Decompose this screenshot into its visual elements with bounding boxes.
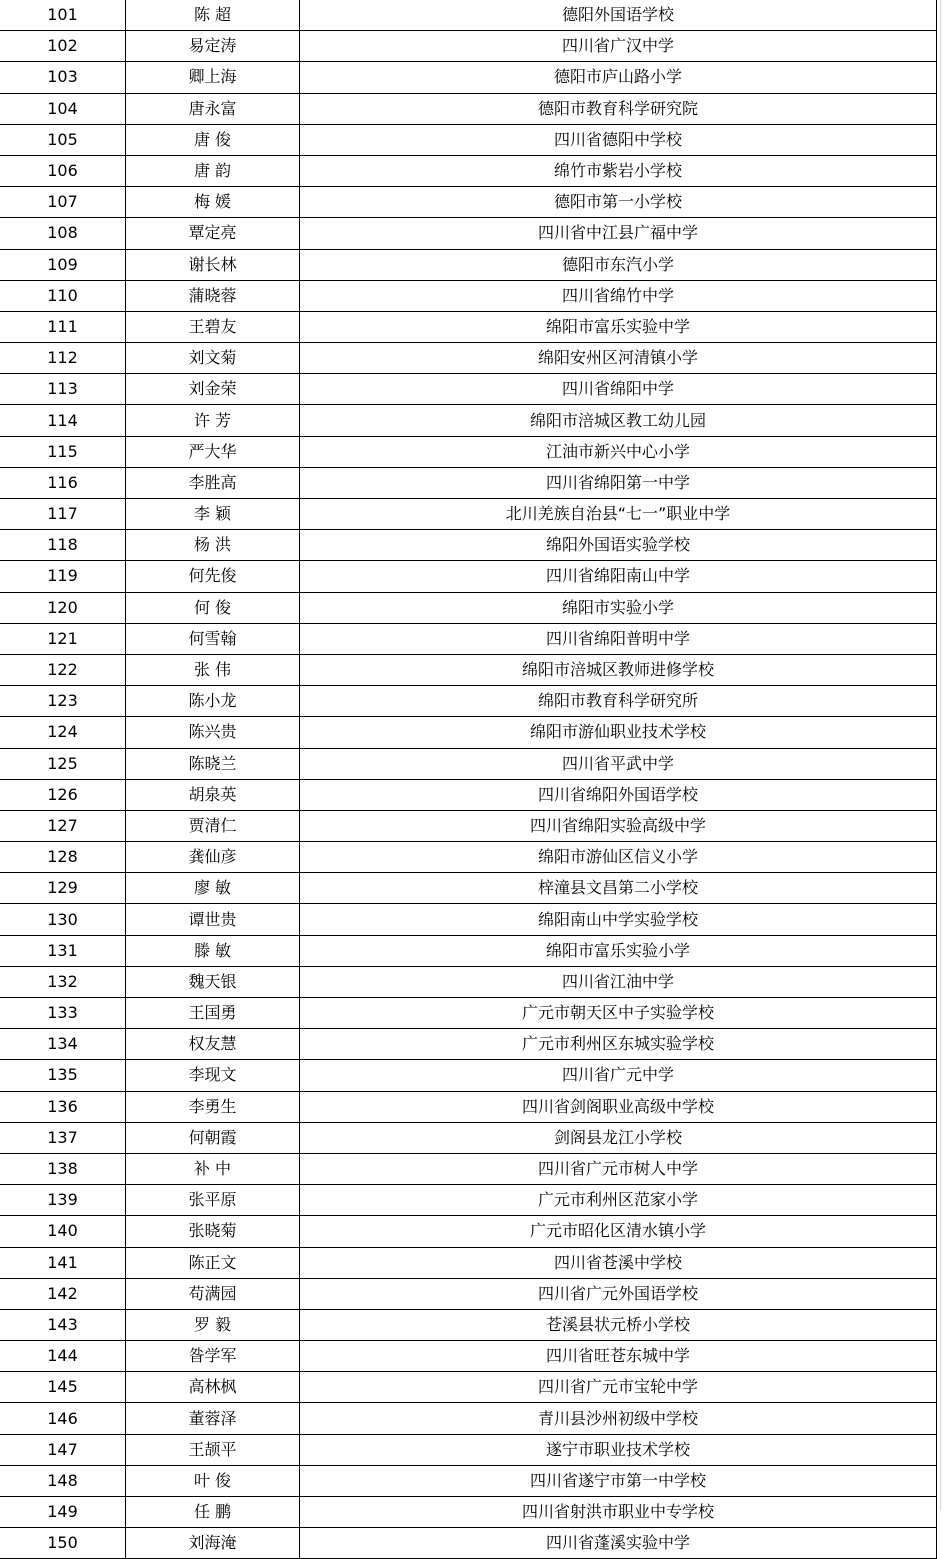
person-name-cell: 贾清仁 — [126, 810, 300, 841]
table-row — [0, 1153, 937, 1184]
row-number-cell: 126 — [0, 779, 126, 810]
person-name-cell: 张晓菊 — [126, 1216, 300, 1247]
organization-cell: 绵阳市涪城区教师进修学校 — [300, 654, 937, 685]
organization-cell: 遂宁市职业技术学校 — [300, 1434, 937, 1465]
table-row — [0, 93, 937, 124]
row-number-cell: 139 — [0, 1185, 126, 1216]
person-name-cell: 李胜高 — [126, 467, 300, 498]
scroll-gutter — [937, 0, 945, 1511]
organization-cell: 广元市利州区范家小学 — [300, 1185, 937, 1216]
organization-cell: 四川省遂宁市第一中学校 — [300, 1465, 937, 1496]
organization-cell: 绵阳市游仙区信义小学 — [300, 842, 937, 873]
organization-cell: 绵阳外国语实验学校 — [300, 530, 937, 561]
person-name-cell: 覃定亮 — [126, 218, 300, 249]
row-number-cell: 102 — [0, 31, 126, 62]
person-name-cell: 廖 敏 — [126, 873, 300, 904]
table-row — [0, 155, 937, 186]
organization-cell: 绵阳市实验小学 — [300, 592, 937, 623]
table-row — [0, 561, 937, 592]
person-name-cell: 何雪翰 — [126, 623, 300, 654]
table-row — [0, 842, 937, 873]
row-number-cell: 121 — [0, 623, 126, 654]
person-name-cell: 补 中 — [126, 1153, 300, 1184]
person-name-cell: 魏天银 — [126, 966, 300, 997]
table-row — [0, 1528, 937, 1559]
row-number-cell: 147 — [0, 1434, 126, 1465]
organization-cell: 德阳市第一小学校 — [300, 187, 937, 218]
table-row — [0, 124, 937, 155]
row-number-cell: 101 — [0, 0, 126, 31]
row-number-cell: 107 — [0, 187, 126, 218]
row-number-cell: 127 — [0, 810, 126, 841]
person-name-cell: 梅 媛 — [126, 187, 300, 218]
person-name-cell: 李勇生 — [126, 1091, 300, 1122]
row-number-cell: 113 — [0, 374, 126, 405]
row-number-cell: 146 — [0, 1403, 126, 1434]
person-name-cell: 叶 俊 — [126, 1465, 300, 1496]
table-row — [0, 1185, 937, 1216]
row-number-cell: 140 — [0, 1216, 126, 1247]
table-row — [0, 779, 937, 810]
table-row — [0, 1465, 937, 1496]
row-number-cell: 111 — [0, 311, 126, 342]
row-number-cell: 104 — [0, 93, 126, 124]
row-number-cell: 149 — [0, 1497, 126, 1528]
organization-cell: 四川省绵阳外国语学校 — [300, 779, 937, 810]
organization-cell: 四川省江油中学 — [300, 966, 937, 997]
row-number-cell: 105 — [0, 124, 126, 155]
person-name-cell: 唐 韵 — [126, 155, 300, 186]
table-row — [0, 405, 937, 436]
person-name-cell: 刘金荣 — [126, 374, 300, 405]
organization-cell: 四川省绵阳中学 — [300, 374, 937, 405]
table-row — [0, 1434, 937, 1465]
row-number-cell: 128 — [0, 842, 126, 873]
row-number-cell: 119 — [0, 561, 126, 592]
row-number-cell: 135 — [0, 1060, 126, 1091]
person-name-cell: 李现文 — [126, 1060, 300, 1091]
table-row — [0, 1341, 937, 1372]
person-name-cell: 陈正文 — [126, 1247, 300, 1278]
row-number-cell: 125 — [0, 748, 126, 779]
table-row — [0, 966, 937, 997]
organization-cell: 四川省绵竹中学 — [300, 280, 937, 311]
row-number-cell: 141 — [0, 1247, 126, 1278]
organization-cell: 绵阳市涪城区教工幼儿园 — [300, 405, 937, 436]
row-number-cell: 115 — [0, 436, 126, 467]
person-name-cell: 滕 敏 — [126, 935, 300, 966]
table-row — [0, 748, 937, 779]
table-row — [0, 1278, 937, 1309]
person-name-cell: 罗 毅 — [126, 1309, 300, 1340]
row-number-cell: 120 — [0, 592, 126, 623]
row-number-cell: 142 — [0, 1278, 126, 1309]
row-number-cell: 129 — [0, 873, 126, 904]
person-name-cell: 王碧友 — [126, 311, 300, 342]
row-number-cell: 103 — [0, 62, 126, 93]
table-row — [0, 499, 937, 530]
row-number-cell: 130 — [0, 904, 126, 935]
organization-cell: 四川省广元市树人中学 — [300, 1153, 937, 1184]
row-number-cell: 109 — [0, 249, 126, 280]
organization-cell: 四川省德阳中学校 — [300, 124, 937, 155]
person-name-cell: 王国勇 — [126, 998, 300, 1029]
organization-cell: 青川县沙州初级中学校 — [300, 1403, 937, 1434]
person-name-cell: 刘文菊 — [126, 343, 300, 374]
person-name-cell: 卿上海 — [126, 62, 300, 93]
person-name-cell: 刘海淹 — [126, 1528, 300, 1559]
table-row — [0, 31, 937, 62]
row-number-cell: 143 — [0, 1309, 126, 1340]
table-row — [0, 1091, 937, 1122]
organization-cell: 四川省平武中学 — [300, 748, 937, 779]
row-number-cell: 150 — [0, 1528, 126, 1559]
table-row — [0, 623, 937, 654]
person-name-cell: 高林枫 — [126, 1372, 300, 1403]
organization-cell: 德阳市庐山路小学 — [300, 62, 937, 93]
organization-cell: 四川省广元外国语学校 — [300, 1278, 937, 1309]
table-row — [0, 904, 937, 935]
person-name-cell: 苟满园 — [126, 1278, 300, 1309]
row-number-cell: 136 — [0, 1091, 126, 1122]
table-row — [0, 530, 937, 561]
person-name-cell: 任 鹏 — [126, 1497, 300, 1528]
table-row — [0, 810, 937, 841]
table-row — [0, 1497, 937, 1528]
organization-cell: 四川省蓬溪实验中学 — [300, 1528, 937, 1559]
table-row — [0, 1309, 937, 1340]
table-row — [0, 654, 937, 685]
row-number-cell: 132 — [0, 966, 126, 997]
person-name-cell: 李 颖 — [126, 499, 300, 530]
table-row — [0, 187, 937, 218]
table-row — [0, 1372, 937, 1403]
row-number-cell: 108 — [0, 218, 126, 249]
table-row — [0, 0, 937, 31]
table-row — [0, 592, 937, 623]
person-name-cell: 陈兴贵 — [126, 717, 300, 748]
organization-cell: 德阳市教育科学研究院 — [300, 93, 937, 124]
row-number-cell: 110 — [0, 280, 126, 311]
organization-cell: 四川省苍溪中学校 — [300, 1247, 937, 1278]
organization-cell: 四川省广元中学 — [300, 1060, 937, 1091]
table-row — [0, 62, 937, 93]
organization-cell: 绵竹市紫岩小学校 — [300, 155, 937, 186]
person-name-cell: 许 芳 — [126, 405, 300, 436]
organization-cell: 四川省绵阳南山中学 — [300, 561, 937, 592]
organization-cell: 广元市利州区东城实验学校 — [300, 1029, 937, 1060]
person-name-cell: 胡泉英 — [126, 779, 300, 810]
table-row — [0, 280, 937, 311]
organization-cell: 四川省广汉中学 — [300, 31, 937, 62]
organization-cell: 广元市昭化区清水镇小学 — [300, 1216, 937, 1247]
person-name-cell: 蒲晓蓉 — [126, 280, 300, 311]
table-row — [0, 467, 937, 498]
organization-cell: 四川省旺苍东城中学 — [300, 1341, 937, 1372]
organization-cell: 绵阳市游仙职业技术学校 — [300, 717, 937, 748]
person-name-cell: 龚仙彦 — [126, 842, 300, 873]
table-row — [0, 311, 937, 342]
row-number-cell: 118 — [0, 530, 126, 561]
person-name-cell: 杨 洪 — [126, 530, 300, 561]
table-row — [0, 873, 937, 904]
organization-cell: 江油市新兴中心小学 — [300, 436, 937, 467]
row-number-cell: 148 — [0, 1465, 126, 1496]
organization-cell: 绵阳市教育科学研究所 — [300, 686, 937, 717]
table-row — [0, 218, 937, 249]
row-number-cell: 117 — [0, 499, 126, 530]
organization-cell: 四川省广元市宝轮中学 — [300, 1372, 937, 1403]
row-number-cell: 124 — [0, 717, 126, 748]
table-row — [0, 1122, 937, 1153]
table-row — [0, 436, 937, 467]
row-number-cell: 122 — [0, 654, 126, 685]
organization-cell: 绵阳市富乐实验中学 — [300, 311, 937, 342]
person-name-cell: 王颉平 — [126, 1434, 300, 1465]
row-number-cell: 144 — [0, 1341, 126, 1372]
organization-cell: 北川羌族自治县“七一”职业中学 — [300, 499, 937, 530]
person-name-cell: 谭世贵 — [126, 904, 300, 935]
person-name-cell: 张平原 — [126, 1185, 300, 1216]
person-name-cell: 谢长林 — [126, 249, 300, 280]
table-row — [0, 1060, 937, 1091]
row-number-cell: 138 — [0, 1153, 126, 1184]
organization-cell: 梓潼县文昌第二小学校 — [300, 873, 937, 904]
row-number-cell: 106 — [0, 155, 126, 186]
table-row — [0, 717, 937, 748]
table-row — [0, 1029, 937, 1060]
organization-cell: 四川省绵阳实验高级中学 — [300, 810, 937, 841]
organization-cell: 绵阳市富乐实验小学 — [300, 935, 937, 966]
row-number-cell: 123 — [0, 686, 126, 717]
organization-cell: 四川省绵阳第一中学 — [300, 467, 937, 498]
organization-cell: 四川省射洪市职业中专学校 — [300, 1497, 937, 1528]
table-row — [0, 374, 937, 405]
row-number-cell: 137 — [0, 1122, 126, 1153]
person-name-cell: 何 俊 — [126, 592, 300, 623]
row-number-cell: 133 — [0, 998, 126, 1029]
person-name-cell: 严大华 — [126, 436, 300, 467]
organization-cell: 德阳外国语学校 — [300, 0, 937, 31]
organization-cell: 四川省绵阳普明中学 — [300, 623, 937, 654]
row-number-cell: 134 — [0, 1029, 126, 1060]
row-number-cell: 131 — [0, 935, 126, 966]
person-name-cell: 陈 超 — [126, 0, 300, 31]
organization-cell: 广元市朝天区中子实验学校 — [300, 998, 937, 1029]
person-name-cell: 何先俊 — [126, 561, 300, 592]
table-row — [0, 1247, 937, 1278]
person-name-cell: 昝学军 — [126, 1341, 300, 1372]
person-name-cell: 陈晓兰 — [126, 748, 300, 779]
person-name-cell: 董蓉泽 — [126, 1403, 300, 1434]
person-name-cell: 张 伟 — [126, 654, 300, 685]
table-row — [0, 998, 937, 1029]
row-number-cell: 145 — [0, 1372, 126, 1403]
organization-cell: 四川省剑阁职业高级中学校 — [300, 1091, 937, 1122]
organization-cell: 四川省中江县广福中学 — [300, 218, 937, 249]
table-row — [0, 343, 937, 374]
organization-cell: 剑阁县龙江小学校 — [300, 1122, 937, 1153]
person-name-cell: 何朝霞 — [126, 1122, 300, 1153]
table-row — [0, 249, 937, 280]
organization-cell: 绵阳安州区河清镇小学 — [300, 343, 937, 374]
table-row — [0, 1216, 937, 1247]
organization-cell: 绵阳南山中学实验学校 — [300, 904, 937, 935]
person-name-cell: 陈小龙 — [126, 686, 300, 717]
row-number-cell: 116 — [0, 467, 126, 498]
person-name-cell: 唐 俊 — [126, 124, 300, 155]
table-row — [0, 935, 937, 966]
person-name-cell: 易定涛 — [126, 31, 300, 62]
row-number-cell: 114 — [0, 405, 126, 436]
organization-cell: 德阳市东汽小学 — [300, 249, 937, 280]
table-row — [0, 1403, 937, 1434]
organization-cell: 苍溪县状元桥小学校 — [300, 1309, 937, 1340]
row-number-cell: 112 — [0, 343, 126, 374]
person-name-cell: 权友慧 — [126, 1029, 300, 1060]
table-row — [0, 686, 937, 717]
person-name-cell: 唐永富 — [126, 93, 300, 124]
